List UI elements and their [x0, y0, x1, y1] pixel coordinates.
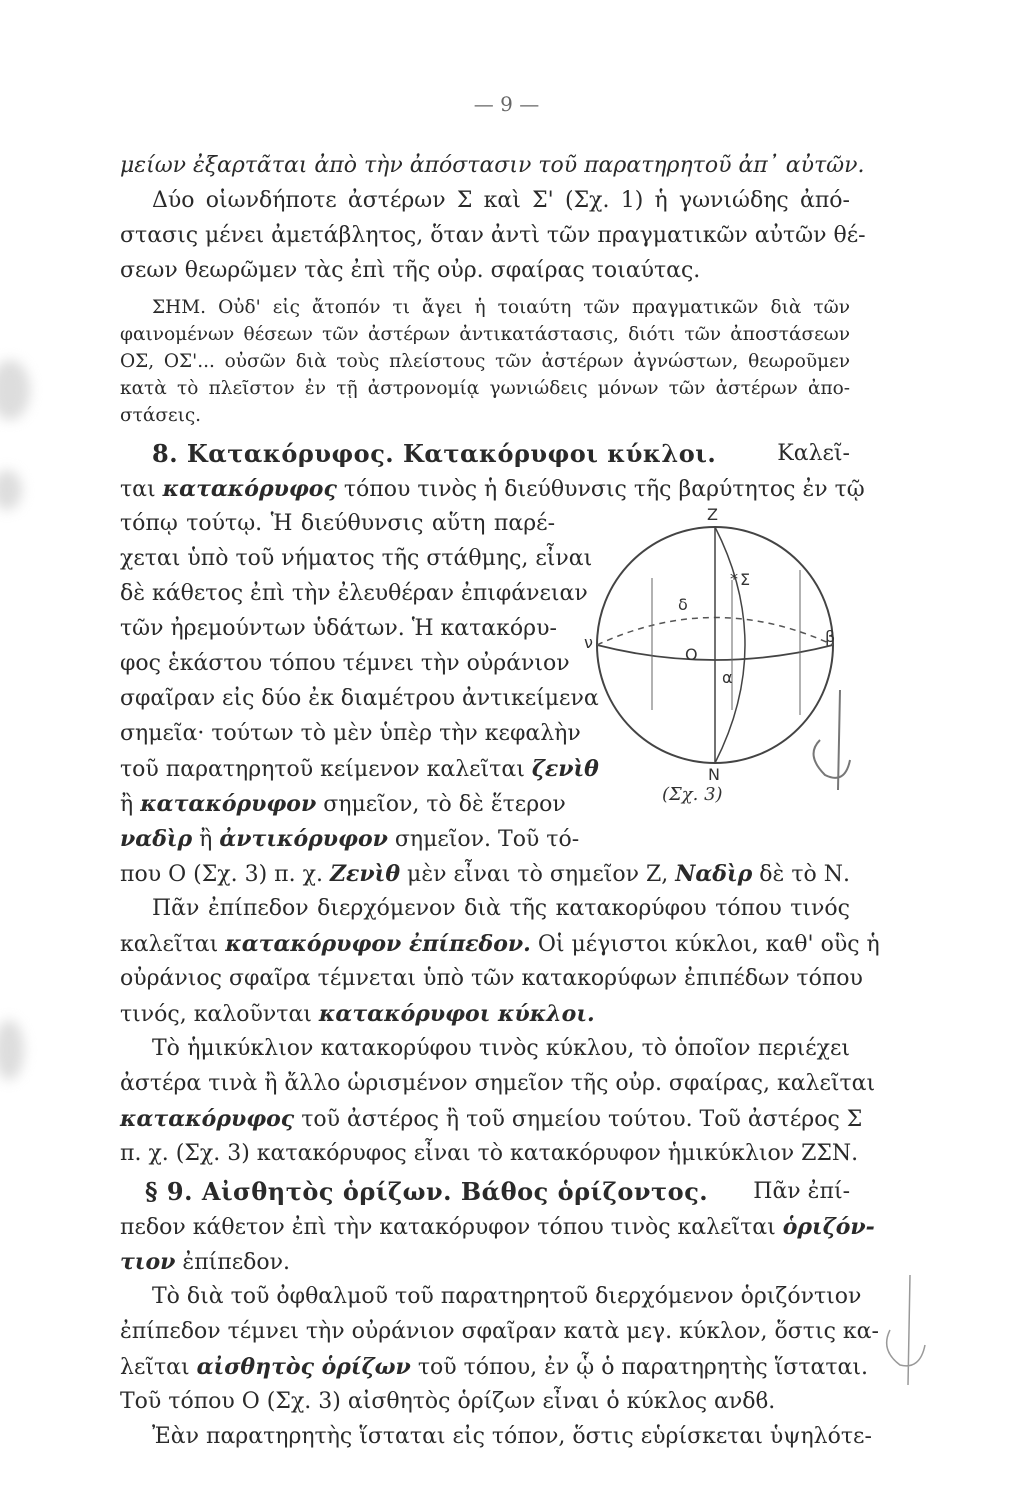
pencil-annotation — [800, 680, 870, 800]
text-line — [120, 1248, 290, 1277]
text-fragment: πεδον κάθετον ἐπὶ τὴν κατακόρυφον τόπου τινὸς καλεῖται — [120, 1215, 776, 1240]
paper-stain — [0, 360, 30, 420]
text-line: Τοῦ τόπου Ο (Σχ. 3) αἰσθητὸς ὁρίζων εἶναι ὁ κύκλος ανδϐ. — [120, 1389, 776, 1414]
label-observer-o: O — [685, 645, 698, 664]
text-fragment: δὲ τὸ Ν. — [759, 862, 851, 887]
text-line: σφαῖραν εἰς δύο ἐκ διαμέτρου ἀντικείμενα — [120, 686, 599, 711]
note-line: κατὰ τὸ πλεῖστον ἐν τῇ ἀστρονομίᾳ γωνιώδεις μόνων τῶν ἀστέρων ἀπο- — [120, 378, 850, 399]
text-fragment: τόπου τινὸς ἡ διεύθυνσις τῆς βαρύτητος ἐν τῷ — [343, 477, 865, 502]
term-vertical-plane: κατακόρυφον ἐπίπεδον. — [225, 931, 531, 957]
term-nadir: ναδὶρ — [120, 826, 193, 852]
text-line: ἐπίπεδον τέμνει τὴν οὐράνιον σφαῖραν κατὰ μεγ. κύκλον, ὅστις κα- — [120, 1319, 879, 1344]
text-line — [120, 1105, 863, 1134]
term-vertical-point: κατακόρυφον — [140, 791, 317, 817]
text-line: ἀστέρα τινὰ ἢ ἄλλο ὡρισμένον σημεῖον τῆς οὐρ. σφαίρας, καλεῖται — [120, 1071, 876, 1096]
term-vertical: κατακόρυφος — [162, 476, 337, 502]
label-nadir: N — [708, 765, 720, 784]
text-line — [120, 825, 580, 854]
section-9-first-line — [145, 1178, 850, 1208]
section-9-heading: § 9. Αἰσθητὸς ὁρίζων. Βάθος ὁρίζοντος. — [145, 1177, 709, 1206]
text-line — [120, 1213, 875, 1242]
text-line: Δύο οἱωνδήποτε ἀστέρων Σ καὶ Σ' (Σχ. 1) ἡ γωνιώδης ἀπό- — [152, 188, 850, 213]
text-line: π. χ. (Σχ. 3) κατακόρυφος εἶναι τὸ κατακόρυφον ἡμικύκλιον ΖΣΝ. — [120, 1141, 859, 1166]
text-line — [120, 930, 880, 959]
paper-stain — [0, 1020, 24, 1080]
label-nu: ν — [584, 633, 593, 652]
label-delta: δ — [678, 595, 688, 614]
text-fragment: ται — [120, 477, 156, 502]
text-line: σεων θεωρῶμεν τὰς ἐπὶ τῆς οὐρ. σφαίρας τοιαύτας. — [120, 258, 701, 283]
text-line: Ἐὰν παρατηρητὴς ἵσταται εἰς τόπον, ὅστις εὑρίσκεται ὑψηλότε- — [152, 1424, 872, 1449]
text-line — [120, 1353, 868, 1382]
label-zenith: Z — [707, 505, 718, 524]
note-line: φαινομένων θέσεων τῶν ἀστέρων ἀντικατάστασις, διότι τῶν ἀποστάσεων — [120, 324, 850, 345]
text-fragment: Πᾶν ἐπί- — [753, 1179, 850, 1204]
term-zenith: Ζενὶθ — [329, 861, 401, 887]
text-line: μείων ἐξαρτᾶται ἀπὸ τὴν ἀπόστασιν τοῦ παρατηρητοῦ ἀπ᾽ αὐτῶν. — [120, 153, 865, 178]
text-fragment: ἐπίπεδον. — [182, 1250, 290, 1275]
note-line: στάσεις. — [120, 405, 202, 426]
text-fragment: καλεῖται — [120, 932, 219, 957]
text-fragment: ἢ — [199, 827, 213, 852]
text-line — [120, 755, 599, 784]
section-8-heading: 8. Κατακόρυφος. Κατακόρυφοι κύκλοι. — [152, 439, 717, 468]
section-8-first-line — [152, 440, 850, 470]
text-fragment: τινός, καλοῦνται — [120, 1002, 312, 1027]
label-beta: β — [825, 627, 836, 646]
text-fragment: σημεῖον, τὸ δὲ ἕτερον — [323, 792, 566, 817]
term-horizontal: τιον — [120, 1249, 176, 1275]
vertical-circle-arc — [715, 527, 745, 763]
star-marker: * — [730, 569, 738, 588]
text-fragment: τοῦ τόπου, ἐν ᾧ ὁ παρατηρητὴς ἵσταται. — [417, 1355, 868, 1380]
text-line — [120, 860, 850, 889]
text-line: τόπῳ τούτῳ. Ἡ διεύθυνσις αὕτη παρέ- — [120, 511, 555, 536]
note-line: ΟΣ, ΟΣ'... οὐσῶν διὰ τοὺς πλείστους τῶν ἀστέρων ἀγνώστων, θεωροῦμεν — [120, 351, 850, 372]
text-line: δὲ κάθετος ἐπὶ τὴν ἐλευθέραν ἐπιφάνειαν — [120, 581, 588, 606]
text-line — [120, 790, 566, 819]
note-line: ΣΗΜ. Οὐδ' εἰς ἄτοπόν τι ἄγει ἡ τοιαύτη τῶν πραγματικῶν διὰ τῶν — [152, 297, 850, 318]
text-line: Τὸ διὰ τοῦ ὀφθαλμοῦ τοῦ παρατηρητοῦ διερχόμενον ὁριζόντιον — [152, 1284, 862, 1309]
term-antipodal: ἀντικόρυφον — [219, 826, 388, 852]
text-fragment: μὲν εἶναι τὸ σημεῖον Ζ, — [407, 862, 669, 887]
paper-stain — [0, 470, 22, 510]
text-fragment: που Ο (Σχ. 3) π. χ. — [120, 862, 323, 887]
text-fragment: Οἱ μέγιστοι κύκλοι, καθ' οὓς ἡ — [537, 932, 880, 957]
text-line: Πᾶν ἐπίπεδον διερχόμενον διὰ τῆς κατακορύφου τόπου τινός — [152, 896, 850, 921]
text-line: σημεῖα· τούτων τὸ μὲν ὑπὲρ τὴν κεφαλὴν — [120, 721, 581, 746]
page-number: — 9 — — [473, 92, 540, 116]
term-sensible-horizon: αἰσθητὸς ὁρίζων — [196, 1354, 411, 1380]
term-zenith: ζενὶθ — [531, 756, 599, 782]
pencil-annotation — [880, 1270, 940, 1390]
term-nadir: Ναδὶρ — [675, 861, 753, 887]
text-fragment: ἢ — [120, 792, 134, 817]
label-star-sigma: Σ — [740, 570, 751, 589]
label-alpha: α — [722, 668, 733, 687]
term-horizontal: ὁριζόν- — [782, 1214, 875, 1240]
text-line: χεται ὑπὸ τοῦ νήματος τῆς στάθμης, εἶναι — [120, 546, 593, 571]
term-vertical: κατακόρυφος — [120, 1106, 295, 1132]
text-fragment: τοῦ ἀστέρος ἢ τοῦ σημείου τούτου. Τοῦ ἀστέρος Σ — [301, 1107, 863, 1132]
text-line: τῶν ἠρεμούντων ὑδάτων. Ἡ κατακόρυ- — [120, 616, 557, 641]
figure-caption: (Σχ. 3) — [662, 784, 723, 805]
term-vertical-circles: κατακόρυφοι κύκλοι. — [318, 1001, 595, 1027]
text-fragment: τοῦ παρατηρητοῦ κείμενον καλεῖται — [120, 757, 525, 782]
text-line: Τὸ ἡμικύκλιον κατακορύφου τινὸς κύκλου, τὸ ὁποῖον περιέχει — [152, 1036, 850, 1061]
text-fragment: σημεῖον. Τοῦ τό- — [394, 827, 580, 852]
text-line — [120, 1000, 595, 1029]
text-line: φος ἑκάστου τόπου τέμνει τὴν οὐράνιον — [120, 651, 570, 676]
text-fragment: Καλεῖ- — [777, 441, 850, 466]
text-line: στασις μένει ἀμετάβλητος, ὅταν ἀντὶ τῶν πραγματικῶν αὐτῶν θέ- — [120, 223, 866, 248]
text-line: οὐράνιος σφαῖρα τέμνεται ὑπὸ τῶν κατακορύφων ἐπιπέδων τόπου — [120, 966, 863, 991]
text-fragment: λεῖται — [120, 1355, 190, 1380]
